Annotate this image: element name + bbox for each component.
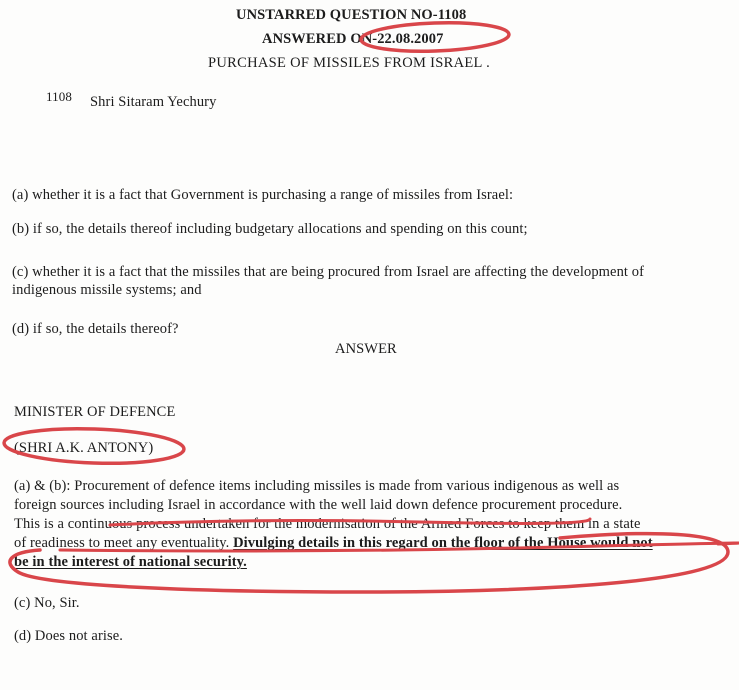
question-part-c-cont: indigenous missile systems; and: [12, 282, 202, 298]
minister-title: MINISTER OF DEFENCE: [14, 404, 176, 420]
answer-ab-line2: foreign sources including Israel in accordance with the well laid down defence procurement procedure.: [14, 497, 623, 513]
answer-ab-line1: (a) & (b): Procurement of defence items including missiles is made from various indigenous as well as: [14, 478, 620, 494]
answer-ab-line3: This is a continuous process undertaken for the modernisation of the Armed Forces to keep them in a state: [14, 516, 641, 532]
question-part-a: (a) whether it is a fact that Government is purchasing a range of missiles from Israel:: [12, 187, 514, 203]
answer-c: (c) No, Sir.: [14, 595, 80, 611]
question-part-c: (c) whether it is a fact that the missiles that are being procured from Israel are affecting the development of: [12, 264, 645, 280]
answer-highlight-part1: Divulging details in this regard on the floor of the House would not: [233, 535, 653, 551]
answer-ab-line4: [14, 535, 653, 552]
answer-ab-line4-plain: of readiness to meet any eventuality.: [14, 535, 230, 551]
member-name: Shri Sitaram Yechury: [90, 94, 217, 110]
minister-name: (SHRI A.K. ANTONY): [14, 440, 154, 456]
question-number: 1108: [46, 89, 72, 104]
answer-ab-line5: [14, 554, 247, 571]
question-part-b: (b) if so, the details thereof including budgetary allocations and spending on this count;: [12, 221, 528, 237]
question-header: UNSTARRED QUESTION NO-1108: [236, 7, 467, 23]
answered-date: ANSWERED ON-22.08.2007: [262, 31, 444, 47]
question-part-d: (d) if so, the details thereof?: [12, 321, 179, 337]
answer-highlight-part2: be in the interest of national security.: [14, 554, 247, 570]
answer-heading: ANSWER: [335, 341, 397, 357]
question-subject: PURCHASE OF MISSILES FROM ISRAEL .: [208, 55, 490, 71]
answer-d: (d) Does not arise.: [14, 628, 124, 644]
